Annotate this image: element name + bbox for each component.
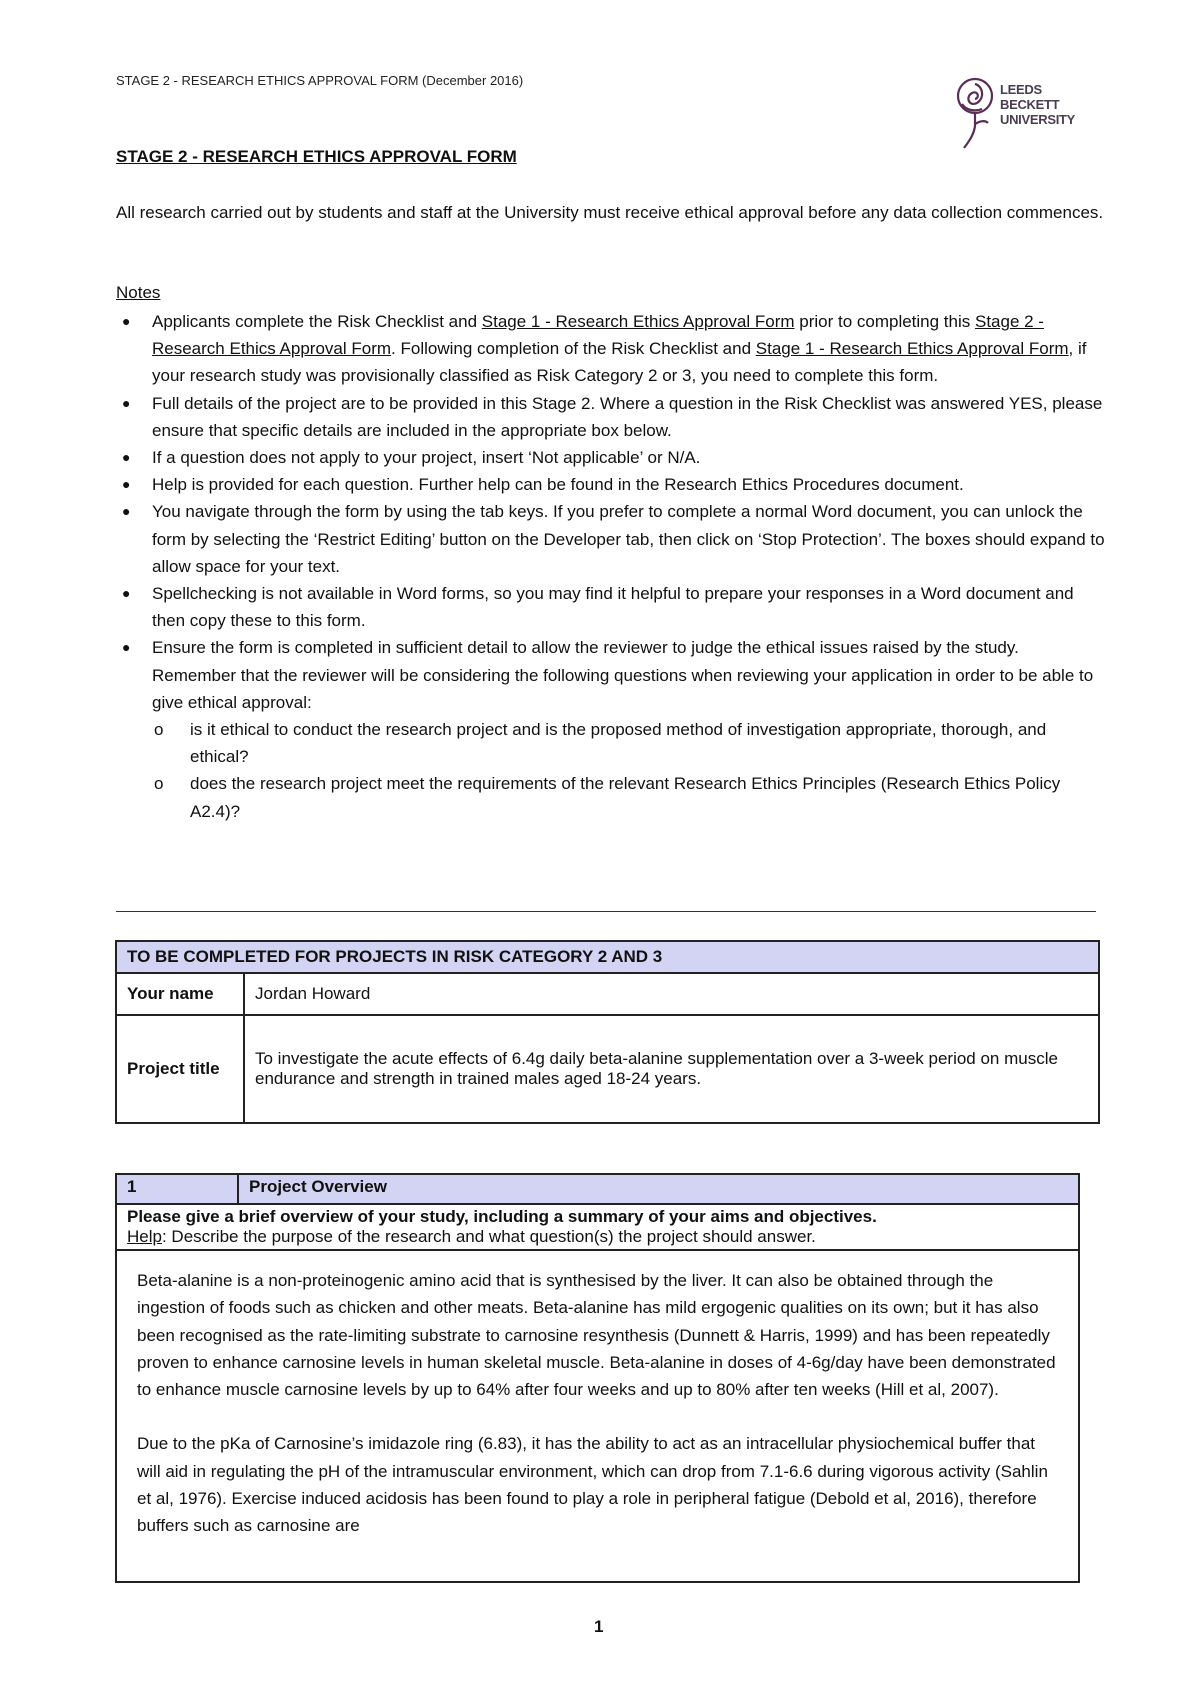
note-item: ● Full details of the project are to be provided in this Stage 2. Where a question in the Risk Checklist was answered YES, please ensure that specific details are included in the appropriate box below. xyxy=(116,390,1106,444)
stage1-form-link[interactable]: Stage 1 - Research Ethics Approval Form xyxy=(481,312,795,331)
bullet-icon: ● xyxy=(122,394,131,411)
intro-paragraph: All research carried out by students and staff at the University must receive ethical approval before any data collection commences. xyxy=(116,203,1104,222)
bullet-icon: ● xyxy=(122,476,131,493)
stage1-form-link[interactable]: Stage 1 - Research Ethics Approval Form xyxy=(755,339,1069,359)
section-divider xyxy=(116,911,1096,912)
project-overview-table xyxy=(115,1173,1080,1583)
rose-icon xyxy=(952,74,998,152)
section-question: Please give a brief overview of your study, including a summary of your aims and objectives. Help: Describe the purpose of the research and what question(s) the project should answer. xyxy=(116,1204,1079,1250)
bullet-icon: ● xyxy=(122,585,131,602)
notes-heading: Notes xyxy=(116,283,161,302)
name-field[interactable]: Jordan Howard xyxy=(244,973,1099,1015)
details-table-heading: TO BE COMPLETED FOR PROJECTS IN RISK CATEGORY 2 AND 3 xyxy=(116,941,1099,973)
form-title: STAGE 2 - RESEARCH ETHICS APPROVAL FORM xyxy=(116,147,517,166)
note-item: ● Applicants complete the Risk Checklist and Stage 1 - Research Ethics Approval Form prior to completing this Stage 2 - Research Ethics Approval Form. Following completion of the Risk Checklist and Stage 1 - Research Ethics Approval Form, if your research study was provisionally classified as Risk Category 2 or 3, you need to complete this form. xyxy=(116,308,1106,390)
page-number: 1 xyxy=(594,1617,604,1636)
bullet-icon: ● xyxy=(122,313,131,329)
note-item: ● You navigate through the form by using the tab keys. If you prefer to complete a normal Word document, you can unlock the form by selecting the ‘Restrict Editing’ button on the Developer tab, then click on ‘Stop Protection’. The boxes should expand to allow space for your text. xyxy=(116,498,1106,580)
bullet-icon: ● xyxy=(122,503,131,520)
running-header: STAGE 2 - RESEARCH ETHICS APPROVAL FORM (December 2016) xyxy=(116,73,524,88)
note-item: ● Spellchecking is not available in Word forms, so you may find it helpful to prepare your responses in a Word document and then copy these to this form. xyxy=(116,580,1106,634)
answer-paragraph: Beta-alanine is a non-proteinogenic amino acid that is synthesised by the liver. It can also be obtained through the ingestion of foods such as chicken and other meats. Beta-alanine has mild ergogenic qualities on its own; but it has also been recognised as the rate-limiting substrate to carnosine resynthesis (Dunnett & Harris, 1999) and has been repeatedly proven to enhance carnosine levels in human skeletal muscle. Beta-alanine in doses of 4-6g/day have been demonstrated to enhance muscle carnosine levels by up to 64% after four weeks and up to 80% after ten weeks (Hill et al, 2007). xyxy=(137,1271,1056,1400)
note-item: ● Ensure the form is completed in sufficient detail to allow the reviewer to judge the ethical issues raised by the study. Remember that the reviewer will be considering the following questions when reviewing your application in order to be able to give ethical approval: xyxy=(116,634,1106,716)
stage2-form-link[interactable]: Stage 2 - Research Ethics Approval Form xyxy=(152,312,1044,359)
logo-wordmark: LEEDS BECKETT UNIVERSITY xyxy=(1000,82,1076,127)
note-subitem: o does the research project meet the requirements of the relevant Research Ethics Principles (Research Ethics Policy A2.4)? xyxy=(116,770,1106,824)
answer-paragraph: Due to the pKa of Carnosine’s imidazole ring (6.83), it has the ability to act as an intracellular physiochemical buffer that will aid in regulating the pH of the intramuscular environment, which can drop from 7.1-6.6 during vigorous activity (Sahlin et al, 1976). Exercise induced acidosis has been found to play a role in peripheral fatigue (Debold et al, 2016), therefore buffers such as carnosine are xyxy=(137,1434,1048,1536)
help-label: Help xyxy=(127,1227,162,1246)
name-label: Your name xyxy=(116,973,244,1015)
university-logo xyxy=(952,74,1082,152)
notes-list xyxy=(116,308,1106,825)
bullet-icon: ● xyxy=(122,639,131,656)
sub-bullet-icon: o xyxy=(154,720,164,740)
section-number: 1 xyxy=(116,1174,238,1204)
project-title-field[interactable]: To investigate the acute effects of 6.4g daily beta-alanine supplementation over a 3-week period on muscle endurance and strength in trained males aged 18-24 years. xyxy=(244,1015,1099,1123)
note-item: ● Help is provided for each question. Further help can be found in the Research Ethics Procedures document. xyxy=(116,471,1106,498)
note-item: ● If a question does not apply to your project, insert ‘Not applicable’ or N/A. xyxy=(116,444,1106,471)
project-title-label: Project title xyxy=(116,1015,244,1123)
bullet-icon: ● xyxy=(122,449,131,466)
sub-bullet-icon: o xyxy=(154,774,164,794)
project-details-table xyxy=(115,940,1100,1124)
section-heading: Project Overview xyxy=(238,1174,1079,1204)
overview-answer-field[interactable] xyxy=(116,1250,1079,1582)
note-subitem: o is it ethical to conduct the research project and is the proposed method of investigation appropriate, thorough, and ethical? xyxy=(116,716,1106,770)
